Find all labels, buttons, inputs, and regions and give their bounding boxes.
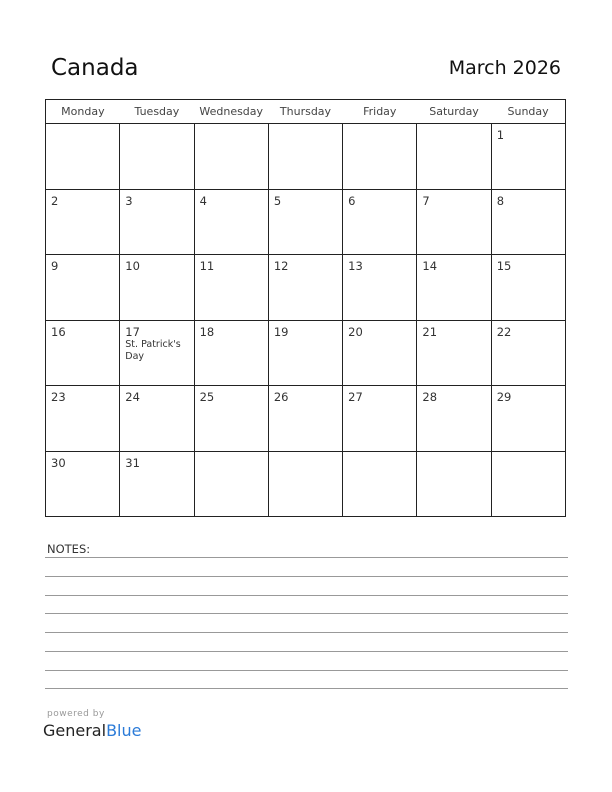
week-row bbox=[46, 255, 566, 321]
day-number: 22 bbox=[496, 324, 512, 339]
day-cell[interactable] bbox=[491, 124, 565, 190]
day-cell[interactable] bbox=[194, 189, 268, 255]
day-number: 4 bbox=[199, 193, 207, 208]
day-number: 24 bbox=[125, 390, 140, 404]
day-cell[interactable] bbox=[120, 189, 194, 255]
day-cell[interactable] bbox=[46, 189, 120, 255]
day-number: 14 bbox=[422, 259, 438, 273]
brand-blue: Blue bbox=[106, 721, 142, 740]
day-cell[interactable] bbox=[268, 124, 342, 190]
day-number: 23 bbox=[51, 390, 66, 404]
day-cell[interactable] bbox=[194, 386, 268, 452]
day-number: 8 bbox=[496, 193, 505, 208]
day-cell[interactable] bbox=[343, 124, 417, 190]
day-number: 17 bbox=[125, 324, 140, 339]
day-cell[interactable] bbox=[417, 320, 491, 386]
day-cell[interactable] bbox=[268, 255, 342, 321]
weekday-header: Monday bbox=[46, 100, 120, 124]
day-number: 5 bbox=[273, 193, 282, 208]
month-year-title: March 2026 bbox=[448, 57, 561, 79]
day-number: 25 bbox=[199, 390, 215, 404]
week-row bbox=[46, 451, 566, 517]
weekday-header: Sunday bbox=[491, 100, 565, 124]
week-row bbox=[46, 189, 566, 255]
day-cell[interactable] bbox=[343, 320, 417, 386]
day-number: 16 bbox=[51, 324, 66, 339]
day-cell[interactable] bbox=[120, 451, 194, 517]
day-cell[interactable] bbox=[46, 320, 120, 386]
day-number: 27 bbox=[348, 390, 363, 404]
day-number: 31 bbox=[125, 455, 140, 470]
day-number: 6 bbox=[348, 193, 356, 208]
day-number: 12 bbox=[273, 259, 289, 273]
day-number: 28 bbox=[422, 390, 438, 404]
day-cell[interactable] bbox=[120, 124, 194, 190]
note-line bbox=[45, 670, 568, 671]
note-line bbox=[45, 651, 568, 652]
note-line bbox=[45, 688, 568, 689]
day-cell[interactable] bbox=[268, 320, 342, 386]
day-cell[interactable] bbox=[417, 255, 491, 321]
brand-general: General bbox=[43, 721, 107, 740]
weekday-header: Wednesday bbox=[194, 100, 268, 124]
day-cell[interactable] bbox=[120, 255, 194, 321]
day-cell[interactable] bbox=[194, 255, 268, 321]
day-cell[interactable] bbox=[194, 320, 268, 386]
week-row bbox=[46, 124, 566, 190]
day-number: 2 bbox=[51, 193, 59, 208]
day-number: 7 bbox=[422, 193, 430, 208]
week-row bbox=[46, 320, 566, 386]
week-row bbox=[46, 386, 566, 452]
day-cell[interactable] bbox=[120, 320, 194, 386]
day-number: 11 bbox=[199, 259, 215, 273]
weekday-header: Friday bbox=[343, 100, 417, 124]
day-cell[interactable] bbox=[491, 320, 565, 386]
day-number: 9 bbox=[51, 259, 59, 273]
day-cell[interactable] bbox=[491, 189, 565, 255]
day-cell[interactable] bbox=[268, 386, 342, 452]
day-cell[interactable] bbox=[343, 255, 417, 321]
day-cell[interactable] bbox=[268, 189, 342, 255]
note-line bbox=[45, 595, 568, 596]
day-cell[interactable] bbox=[417, 189, 491, 255]
day-cell[interactable] bbox=[417, 386, 491, 452]
weekday-header: Tuesday bbox=[120, 100, 194, 124]
note-line bbox=[45, 613, 568, 614]
day-number: 30 bbox=[51, 455, 66, 470]
day-cell[interactable] bbox=[46, 255, 120, 321]
day-cell[interactable] bbox=[417, 124, 491, 190]
country-title: Canada bbox=[51, 55, 139, 81]
day-number: 20 bbox=[348, 324, 363, 339]
note-line bbox=[45, 557, 568, 558]
note-line bbox=[45, 576, 568, 577]
day-number: 10 bbox=[125, 259, 140, 273]
day-cell[interactable] bbox=[46, 124, 120, 190]
day-number: 1 bbox=[496, 128, 505, 142]
day-number: 21 bbox=[422, 324, 438, 339]
day-cell[interactable] bbox=[120, 386, 194, 452]
day-number: 29 bbox=[496, 390, 512, 404]
day-cell[interactable] bbox=[343, 386, 417, 452]
note-line bbox=[45, 632, 568, 633]
day-cell[interactable] bbox=[46, 386, 120, 452]
day-cell[interactable] bbox=[491, 255, 565, 321]
calendar-body bbox=[46, 124, 566, 517]
day-cell[interactable] bbox=[194, 124, 268, 190]
day-number: 18 bbox=[199, 324, 215, 339]
holiday-label: St. Patrick's Day bbox=[125, 338, 181, 362]
brand-logo[interactable] bbox=[43, 721, 141, 740]
day-number: 26 bbox=[273, 390, 289, 404]
calendar-grid bbox=[45, 99, 566, 517]
day-number: 3 bbox=[125, 193, 133, 208]
day-number: 13 bbox=[348, 259, 363, 273]
day-cell[interactable] bbox=[343, 189, 417, 255]
weekday-header-row bbox=[46, 100, 566, 124]
day-cell[interactable] bbox=[491, 386, 565, 452]
day-cell[interactable] bbox=[194, 451, 268, 517]
day-cell[interactable] bbox=[343, 451, 417, 517]
day-cell[interactable] bbox=[46, 451, 120, 517]
weekday-header: Thursday bbox=[268, 100, 342, 124]
day-number: 15 bbox=[496, 259, 512, 273]
day-cell[interactable] bbox=[491, 451, 565, 517]
powered-by-text: powered by bbox=[47, 709, 105, 719]
weekday-header: Saturday bbox=[417, 100, 491, 124]
day-cell[interactable] bbox=[417, 451, 491, 517]
notes-label: NOTES: bbox=[47, 542, 91, 556]
day-number: 19 bbox=[273, 324, 289, 339]
day-cell[interactable] bbox=[268, 451, 342, 517]
